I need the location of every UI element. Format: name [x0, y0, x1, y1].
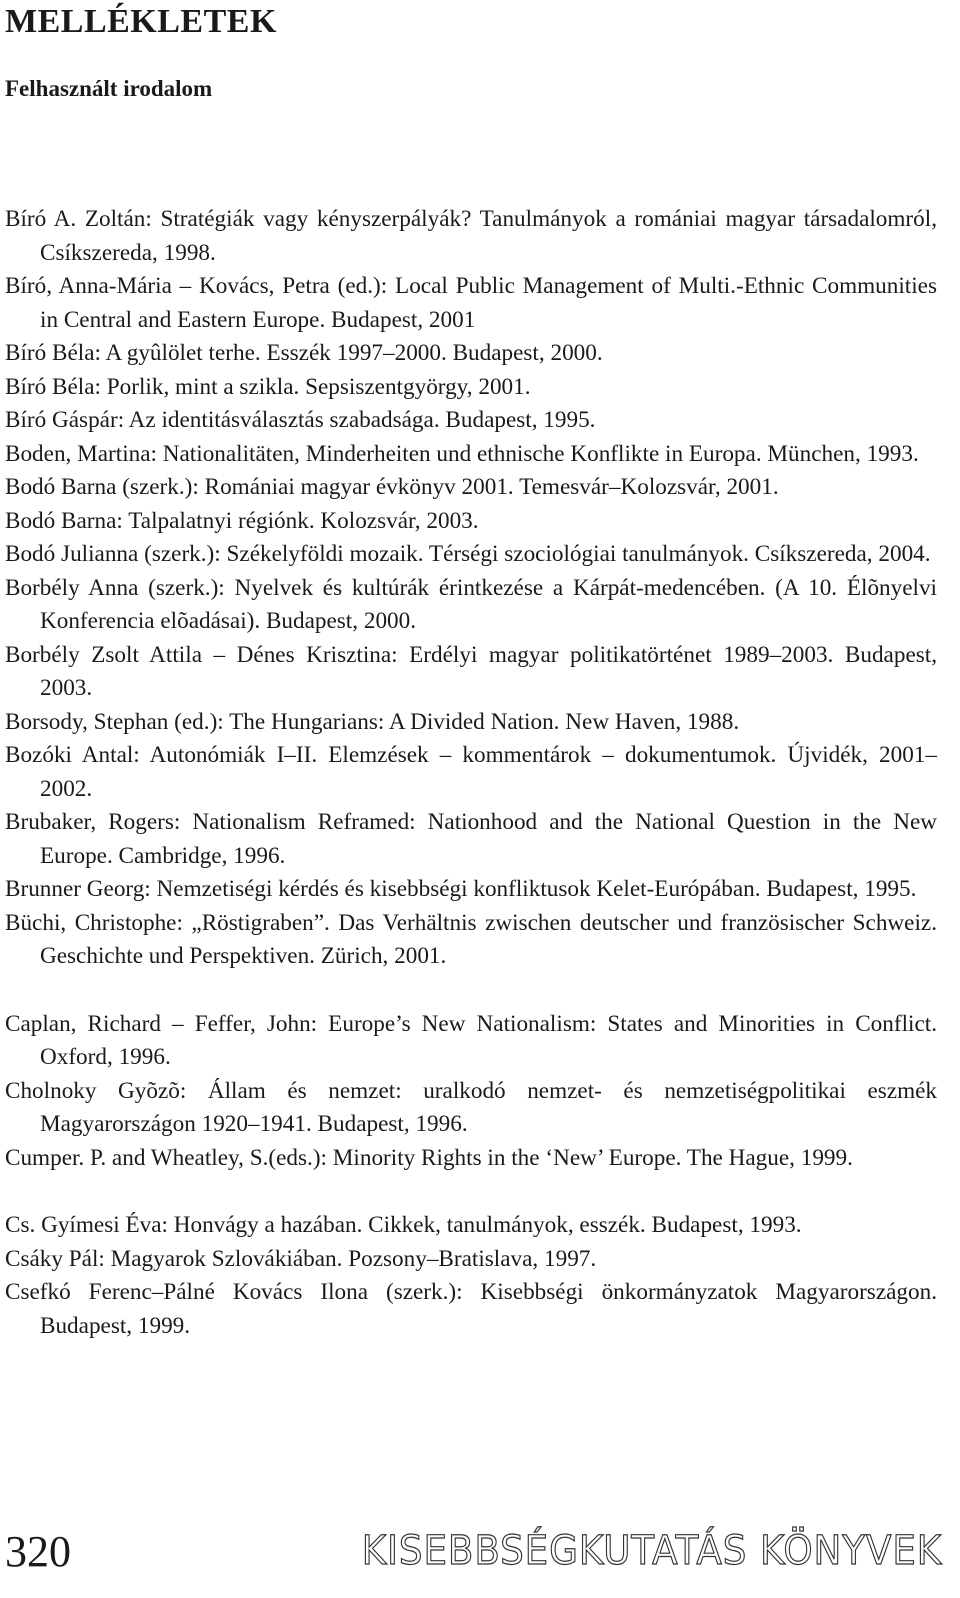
reference-entry: Csáky Pál: Magyarok Szlovákiában. Pozsony–Bratislava, 1997.	[5, 1245, 597, 1272]
section-subheading: Felhasznált irodalom	[5, 76, 213, 101]
reference-entry: Büchi, Christophe: „Röstigraben”. Das Verhältnis zwischen deutscher und französischer Schweiz. Geschichte und Perspektiven. Zürich, 2001.	[5, 909, 937, 969]
reference-entry: Caplan, Richard – Feffer, John: Europe’s New Nationalism: States and Minorities in Conflict. Oxford, 1996.	[5, 1010, 937, 1070]
reference-entry: Cumper. P. and Wheatley, S.(eds.): Minority Rights in the ‘New’ Europe. The Hague, 1999.	[5, 1144, 853, 1171]
reference-group	[5, 1209, 937, 1343]
reference-entry: Bíró Gáspár: Az identitásválasztás szabadsága. Budapest, 1995.	[5, 407, 596, 433]
page-heading: MELLÉKLETEK	[5, 3, 277, 40]
reference-entry: Cs. Gyímesi Éva: Honvágy a hazában. Cikkek, tanulmányok, esszék. Budapest, 1993.	[5, 1212, 802, 1238]
reference-group	[5, 203, 937, 974]
series-title: KISEBBSÉGKUTATÁS KÖNYVEK	[361, 1528, 942, 1574]
reference-entry: Bíró, Anna-Mária – Kovács, Petra (ed.): Local Public Management of Multi.-Ethnic Communities in Central and Eastern Europe. Budapest, 2001	[5, 273, 937, 333]
reference-entry: Borbély Zsolt Attila – Dénes Krisztina: Erdélyi magyar politikatörténet 1989–2003. Budapest, 2003.	[5, 641, 937, 701]
reference-entry: Bodó Barna (szerk.): Romániai magyar évkönyv 2001. Temesvár–Kolozsvár, 2001.	[5, 474, 779, 500]
reference-group	[5, 1008, 937, 1176]
page-number: 320	[5, 1527, 71, 1576]
reference-entry: Borsody, Stephan (ed.): The Hungarians: A Divided Nation. New Haven, 1988.	[5, 708, 740, 735]
reference-entry: Brubaker, Rogers: Nationalism Reframed: Nationhood and the National Question in the New Europe. Cambridge, 1996.	[5, 809, 937, 869]
reference-entry: Boden, Martina: Nationalitäten, Minderheiten und ethnische Konflikte in Europa. München, 1993.	[5, 440, 919, 467]
reference-entry: Bíró Béla: Porlik, mint a szikla. Sepsiszentgyörgy, 2001.	[5, 373, 531, 400]
reference-entry: Bodó Julianna (szerk.): Székelyföldi mozaik. Térségi szociológiai tanulmányok. Csíkszereda, 2004.	[5, 541, 931, 567]
reference-entry: Cholnoky Gyõzõ: Állam és nemzet: uralkodó nemzet- és nemzetiségpolitikai eszmék Magyarországon 1920–1941. Budapest, 1996.	[5, 1077, 937, 1137]
reference-entry: Brunner Georg: Nemzetiségi kérdés és kisebbségi konfliktusok Kelet-Európában. Budapest, 1995.	[5, 876, 917, 902]
reference-entry: Bíró Béla: A gyûlölet terhe. Esszék 1997–2000. Budapest, 2000.	[5, 340, 603, 366]
reference-entry: Bíró A. Zoltán: Stratégiák vagy kényszerpályák? Tanulmányok a romániai magyar társadalomról, Csíkszereda, 1998.	[5, 206, 937, 266]
reference-list	[5, 203, 937, 1343]
reference-entry: Bodó Barna: Talpalatnyi régiónk. Kolozsvár, 2003.	[5, 507, 479, 534]
reference-entry: Csefkó Ferenc–Pálné Kovács Ilona (szerk.): Kisebbségi önkormányzatok Magyarországon. Budapest, 1999.	[5, 1279, 937, 1339]
reference-entry: Borbély Anna (szerk.): Nyelvek és kultúrák érintkezése a Kárpát-medencében. (A 10. Élõnyelvi Konferencia elõadásai). Budapest, 2000.	[5, 574, 937, 634]
reference-entry: Bozóki Antal: Autonómiák I–II. Elemzések – kommentárok – dokumentumok. Újvidék, 2001– 2002.	[5, 742, 937, 802]
